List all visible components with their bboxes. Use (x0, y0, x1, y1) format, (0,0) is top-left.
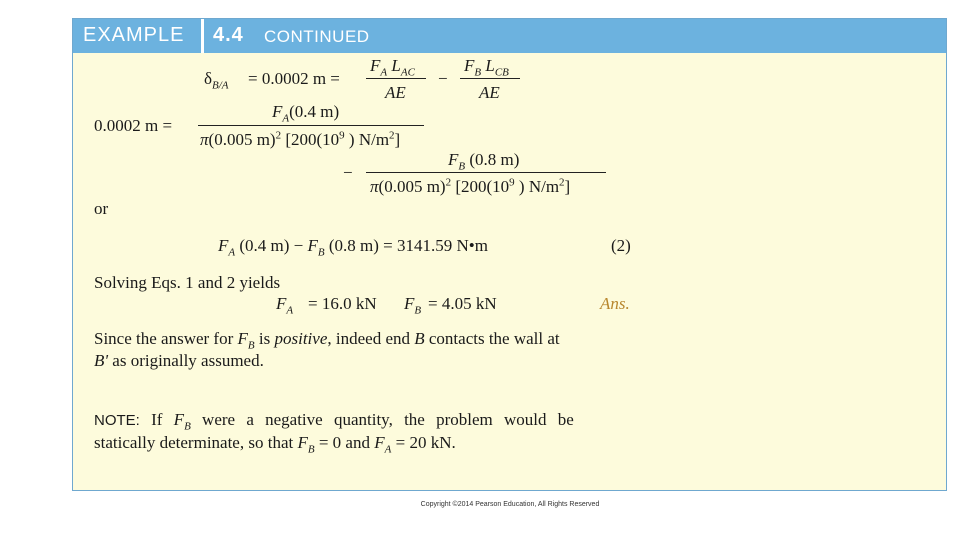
eq1-denominator-2: AE (479, 83, 500, 102)
eq1-fraction-bar-1 (366, 78, 426, 79)
eq4-tag: (2) (611, 236, 631, 255)
ans-label: Ans. (600, 294, 630, 313)
eq1-lhs: $\delta_{B/A}$ (204, 69, 229, 92)
result-fb: $F_B$ (404, 294, 422, 317)
result-fb-value: = 4.05 kN (428, 294, 497, 313)
eq3-numerator: $F_B$ (0.8 m) (448, 150, 520, 173)
since-line-1: Since the answer for $F_B$ is positive, indeed end B contacts the wall at (94, 329, 560, 352)
note-label: NOTE: (94, 412, 140, 429)
eq2-denominator: π(0.005 m)$^2$ [$200(10^9$ ) $N/m^2$] (200, 129, 401, 149)
continued-label: CONTINUED (264, 27, 370, 46)
example-header (73, 19, 946, 53)
note-line-1: NOTE: If $F_B$ were a negative quantity, the problem would be (94, 410, 574, 433)
eq3-minus: − (343, 163, 353, 182)
eq3-fraction-bar (366, 172, 606, 173)
note-line-2: statically determinate, so that $F_B = 0$ and $F_A = 20$ kN. (94, 433, 456, 456)
eq2-fraction-bar (198, 125, 424, 126)
example-label: EXAMPLE (83, 24, 185, 46)
eq2-numerator: $F_A(0.4$ m) (272, 102, 340, 125)
eq4-body: $F_A$ (0.4 $m) - F_B$ (0.8 m) = 3141.59 N•m (218, 236, 488, 259)
eq1-numerator-1: $F_A$ $L_{AC}$ (370, 56, 415, 79)
eq1-denominator-1: AE (385, 83, 406, 102)
eq1-mid: = 0.0002 m = (248, 69, 340, 88)
or-text: or (94, 199, 109, 218)
header-divider (201, 19, 204, 53)
eq2-lhs: 0.0002 m = (94, 116, 173, 135)
eq3-denominator: π(0.005 m)$^2$ [$200(10^9$ ) $N/m^2$] (370, 176, 571, 196)
eq1-minus: − (438, 69, 448, 88)
solving-text: Solving Eqs. 1 and 2 yields (94, 273, 281, 292)
eq1-numerator-2: $F_B$ $L_{CB}$ (464, 56, 509, 79)
example-number: 4.4 (213, 24, 244, 46)
copyright-notice: Copyright ©2014 Pearson Education, All Rights Reserved (420, 501, 600, 508)
result-fa-value: = 16.0 kN (308, 294, 377, 313)
result-fa: $F_A$ (276, 294, 294, 317)
since-line-2: B' as originally assumed. (94, 351, 264, 370)
eq1-fraction-bar-2 (460, 78, 520, 79)
